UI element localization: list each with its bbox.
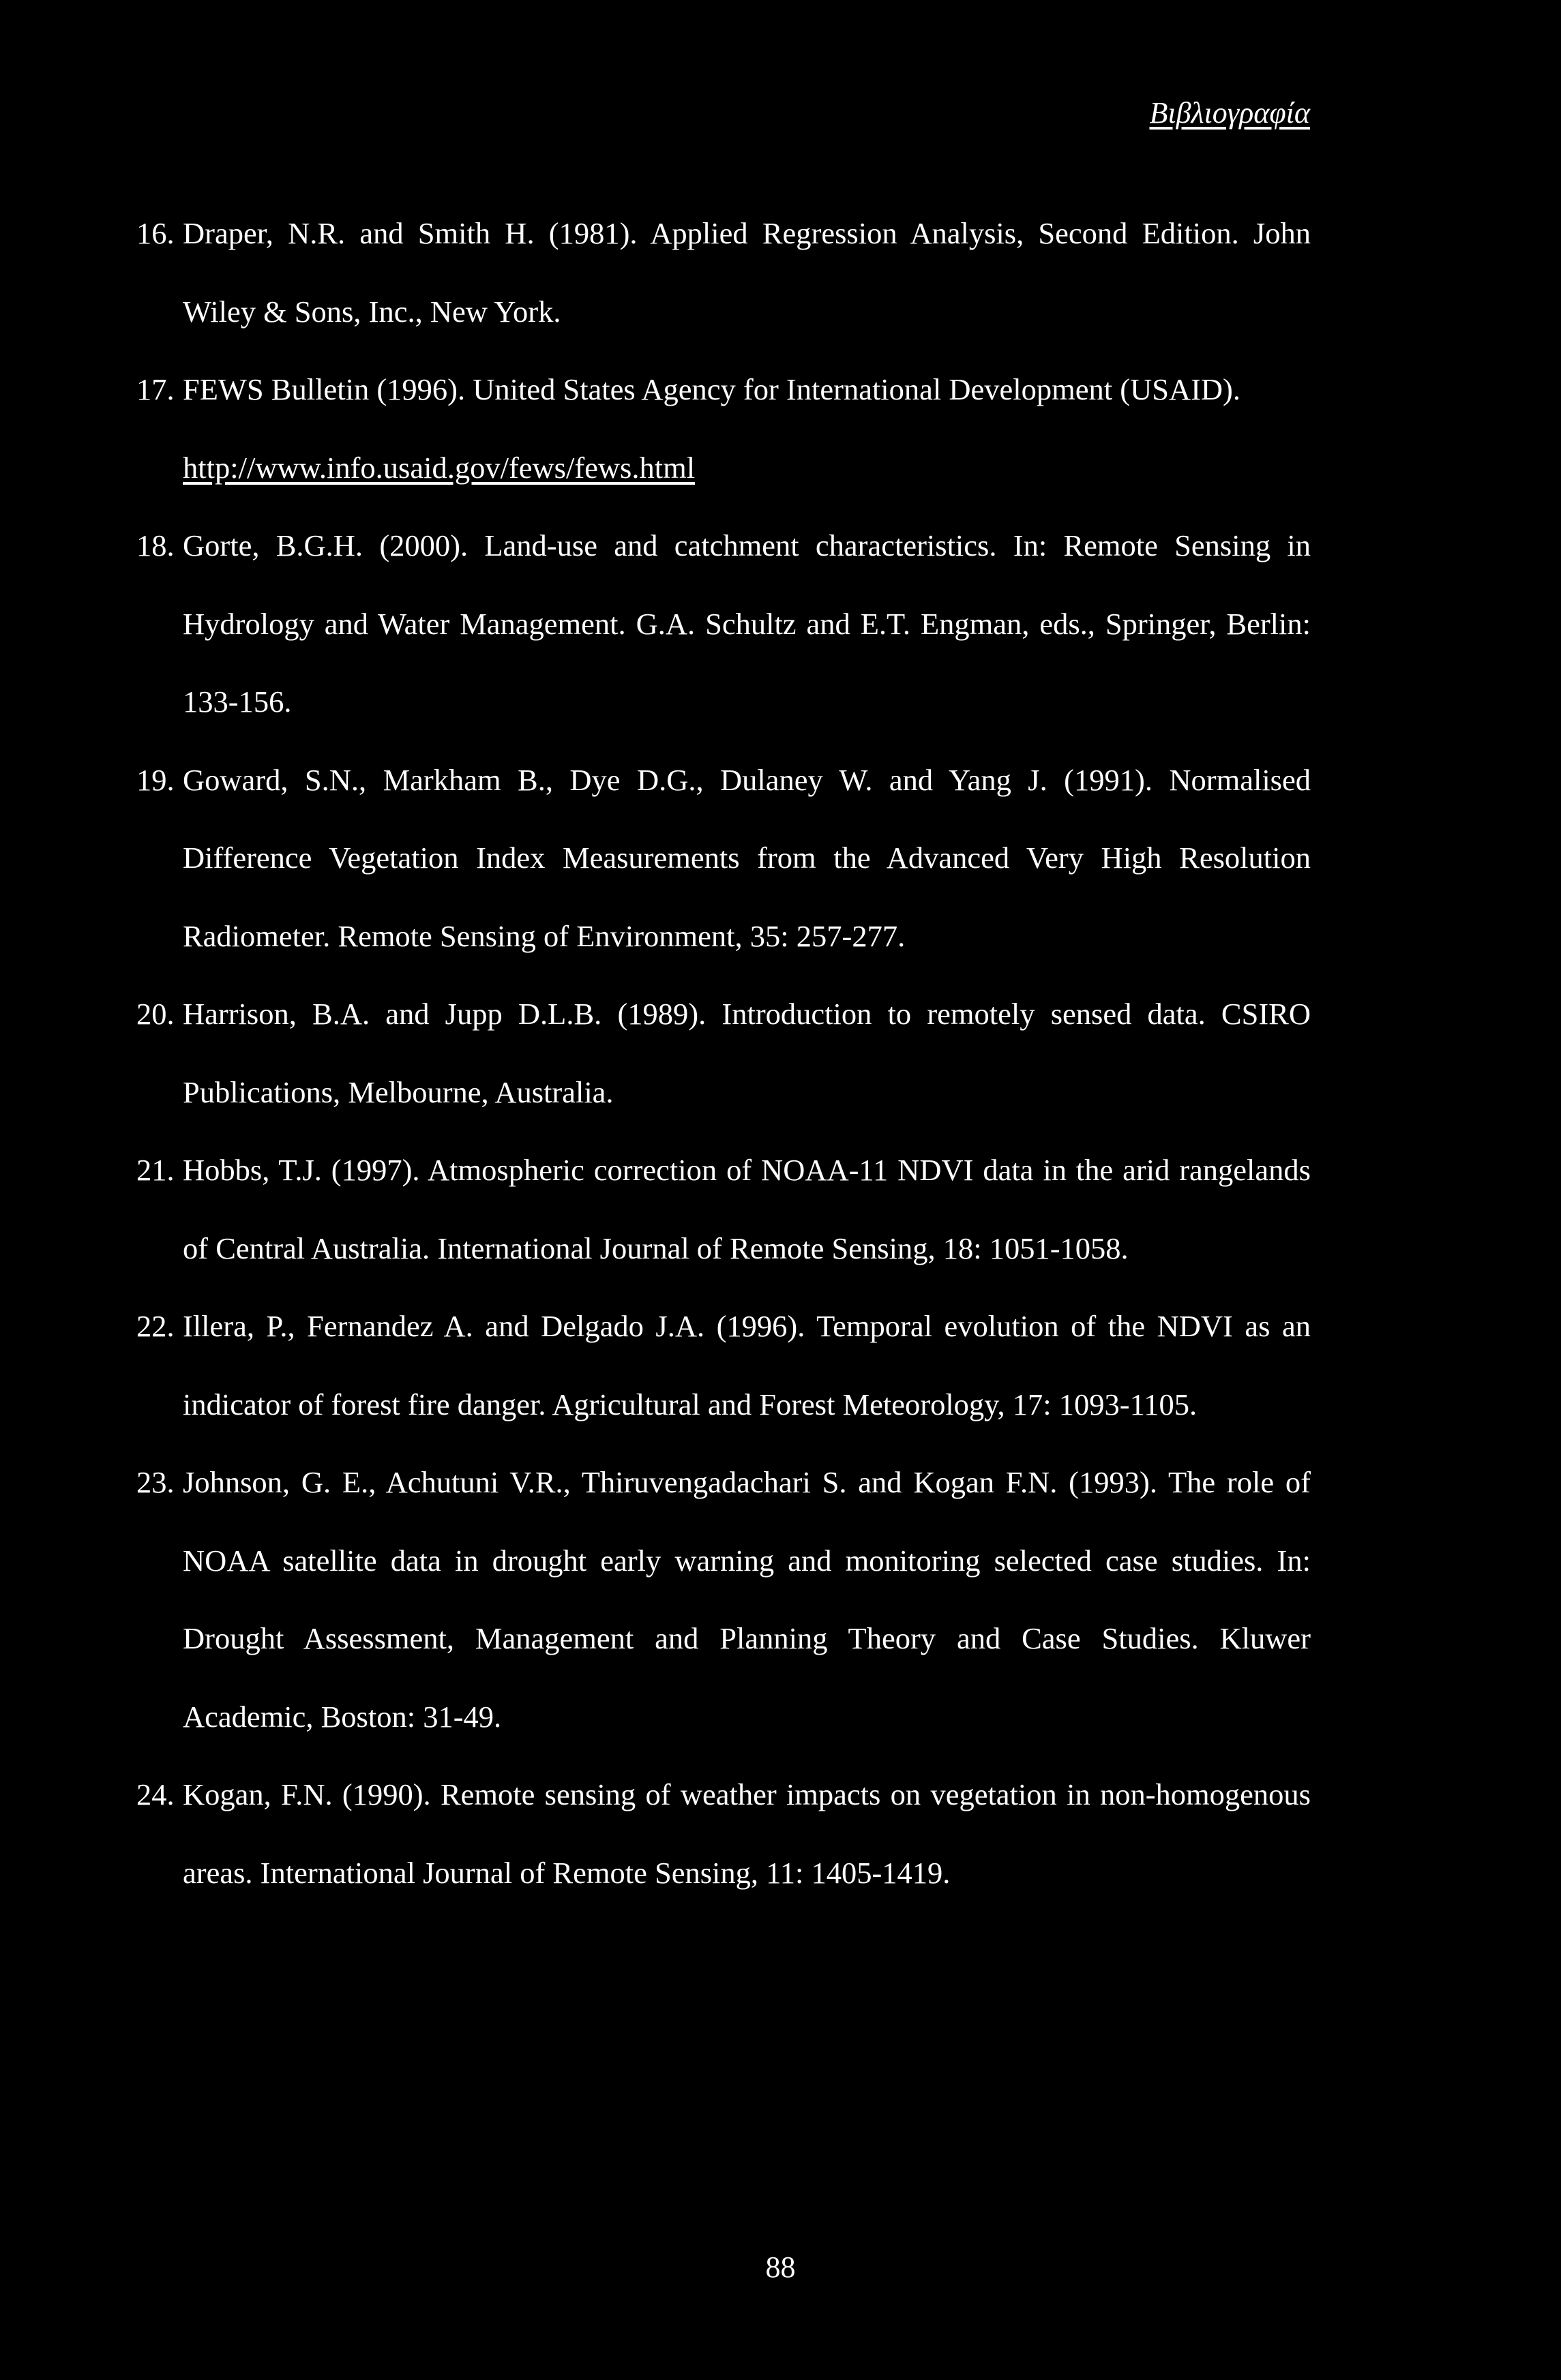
reference-link[interactable]: http://www.info.usaid.gov/fews/fews.html (183, 450, 696, 485)
reference-list (136, 194, 1311, 1912)
page-number: 88 (765, 2250, 796, 2284)
reference-item (136, 1131, 1311, 1287)
reference-number: 17. (136, 372, 175, 406)
reference-number: 20. (136, 997, 175, 1031)
reference-item (136, 1287, 1311, 1443)
reference-item (136, 194, 1311, 350)
reference-text: Hobbs, T.J. (1997). Atmospheric correction of NOAA-11 NDVI data in the arid rangelands of Central Australia. International Journal of Remote Sensing, 18: 1051-1058. (183, 1153, 1311, 1265)
reference-item (136, 507, 1311, 741)
reference-number: 24. (136, 1777, 175, 1811)
reference-text: Draper, N.R. and Smith H. (1981). Applied Regression Analysis, Second Edition. John Wiley & Sons, Inc., New York. (183, 216, 1311, 329)
reference-item (136, 1756, 1311, 1912)
reference-item (136, 1443, 1311, 1756)
reference-text: Harrison, B.A. and Jupp D.L.B. (1989). Introduction to remotely sensed data. CSIRO Publications, Melbourne, Australia. (183, 997, 1311, 1109)
reference-number: 18. (136, 528, 175, 562)
reference-text: Gorte, B.G.H. (2000). Land-use and catchment characteristics. In: Remote Sensing in Hydrology and Water Management. G.A. Schultz and E.T. Engman, eds., Springer, Berlin: 133-156. (183, 528, 1311, 719)
reference-text: FEWS Bulletin (1996). United States Agency for International Development (USAID). (183, 372, 1241, 406)
reference-number: 23. (136, 1465, 175, 1499)
page-header-title: Βιβλιογραφία (1149, 96, 1310, 130)
reference-text: Kogan, F.N. (1990). Remote sensing of weather impacts on vegetation in non-homogenous areas. International Journal of Remote Sensing, 11: 1405-1419. (183, 1777, 1311, 1890)
reference-text: Johnson, G. E., Achutuni V.R., Thiruvengadachari S. and Kogan F.N. (1993). The role of NOAA satellite data in drought early warning and monitoring selected case studies. In: Drought Assessment, Management and Planning Theory and Case Studies. Kluwer Academic, Boston: 31-49. (183, 1465, 1311, 1734)
reference-item (136, 975, 1311, 1131)
reference-number: 16. (136, 216, 175, 250)
reference-item (136, 350, 1311, 507)
reference-number: 21. (136, 1153, 175, 1187)
reference-text: Goward, S.N., Markham B., Dye D.G., Dulaney W. and Yang J. (1991). Normalised Difference Vegetation Index Measurements from the Advanced Very High Resolution Radiometer. Remote Sensing of Environment, 35: 257-277. (183, 762, 1311, 953)
reference-number: 19. (136, 762, 175, 797)
reference-text: Illera, P., Fernandez A. and Delgado J.A. (1996). Temporal evolution of the NDVI as an indicator of forest fire danger. Agricultural and Forest Meteorology, 17: 1093-1105. (183, 1309, 1311, 1421)
reference-item (136, 741, 1311, 976)
reference-number: 22. (136, 1309, 175, 1343)
